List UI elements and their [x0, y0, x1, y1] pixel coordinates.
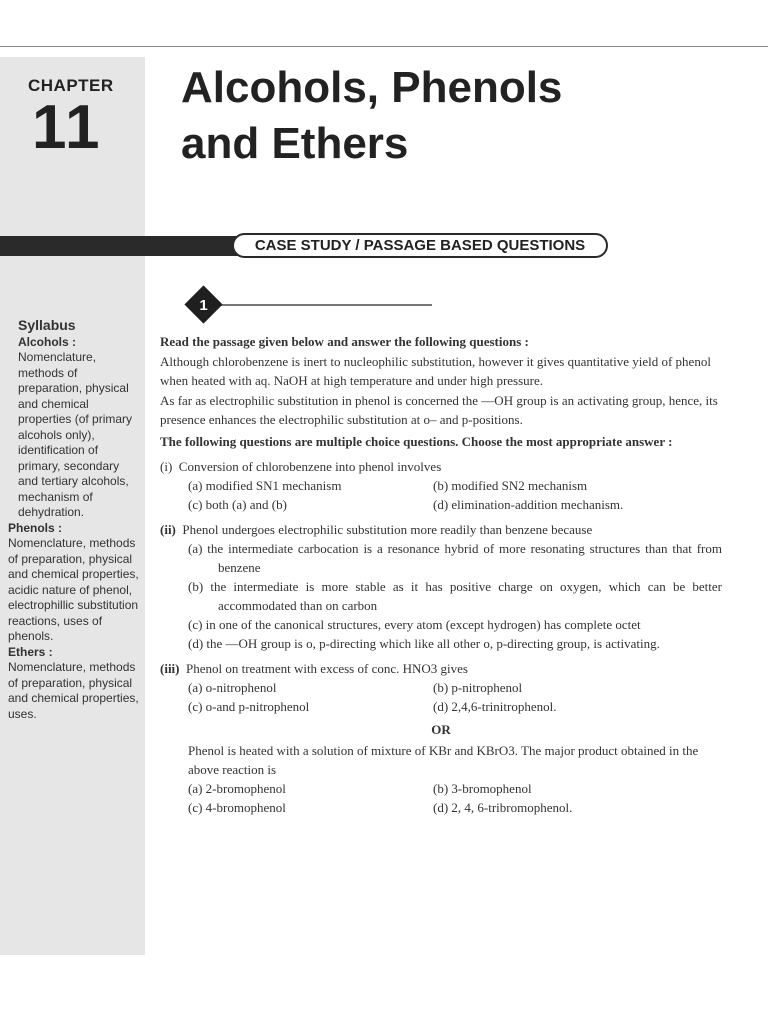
- question-number-marker: [182, 284, 442, 324]
- syllabus-ethers-head: Ethers :: [8, 644, 53, 659]
- option-3c: (c) o-and p-nitrophenol: [188, 699, 310, 714]
- marker-line: [212, 304, 432, 306]
- syllabus-alcohols-head: Alcohols :: [18, 334, 77, 349]
- option-1c: (c) both (a) and (b): [188, 497, 287, 512]
- question-3-stem: [160, 659, 722, 678]
- question-1-label: (i): [160, 459, 173, 474]
- option-3alt-d: (d) 2, 4, 6-tribromophenol.: [433, 800, 573, 815]
- question-1-stem: [160, 457, 722, 476]
- question-2-text: Phenol undergoes electrophilic substitution more readily than benzene because: [182, 522, 593, 537]
- syllabus-ethers-text: Nomenclature, methods of preparation, physical and chemical properties, uses.: [8, 660, 139, 721]
- mcq-instruction: The following questions are multiple choice questions. Choose the most appropriate answer :: [160, 434, 673, 449]
- passage-paragraph-1: Although chlorobenzene is inert to nucleophilic substitution, however it gives quantitative yield of phenol when heated with aq. NaOH at high temperature and under high pressure.: [160, 354, 711, 388]
- passage-paragraph-2: As far as electrophilic substitution in phenol is concerned the —OH group is an activating group, hence, its presence enhances the electrophilic substitution at o– and p-positions.: [160, 393, 718, 427]
- syllabus-phenols-text: Nomenclature, methods of preparation, physical and chemical properties, acidic nature of phenol, electrophillic substitution reactions, uses of phenols.: [8, 536, 139, 643]
- band-dark-bar: [0, 236, 240, 256]
- question-3-options: [188, 678, 722, 716]
- syllabus-panel: [0, 318, 145, 722]
- top-rule: [0, 46, 768, 47]
- option-1a: (a) modified SN1 mechanism: [188, 478, 342, 493]
- syllabus-alcohols-text: Nomenclature, methods of preparation, physical and chemical properties (of primary alcohols only), identification of primary, secondary and tertiary alcohols, mechanism of dehydration.: [18, 350, 133, 519]
- option-2a: (a) the intermediate carbocation is a resonance hybrid of more resonating structures than that from benzene: [188, 541, 722, 575]
- sidebar-corner-block: [100, 207, 145, 235]
- chapter-title-line2: and Ethers: [181, 119, 409, 168]
- syllabus-title: Syllabus: [18, 317, 76, 333]
- question-1: [160, 457, 722, 514]
- option-3b: (b) p-nitrophenol: [433, 680, 523, 695]
- option-1b: (b) modified SN2 mechanism: [433, 478, 588, 493]
- question-2-stem: [160, 520, 722, 539]
- syllabus-phenols-head: Phenols :: [8, 520, 63, 535]
- section-banner: CASE STUDY / PASSAGE BASED QUESTIONS: [232, 233, 608, 258]
- chapter-number: 11: [32, 93, 102, 162]
- question-3-alternative: [160, 741, 722, 817]
- option-3alt-a: (a) 2-bromophenol: [188, 781, 286, 796]
- question-2-label: (ii): [160, 522, 176, 537]
- option-2d: (d) the —OH group is o, p-directing which like all other o, p-directing group, is activating.: [188, 636, 660, 651]
- option-3d: (d) 2,4,6-trinitrophenol.: [433, 699, 557, 714]
- question-1-text: Conversion of chlorobenzene into phenol involves: [178, 459, 442, 474]
- question-3-alt-text: Phenol is heated with a solution of mixture of KBr and KBrO3. The major product obtained in the above reaction is: [188, 743, 699, 777]
- question-3-text: Phenol on treatment with excess of conc. HNO3 gives: [186, 661, 468, 676]
- question-3-label: (iii): [160, 661, 180, 676]
- chapter-title-line1: Alcohols, Phenols: [181, 63, 563, 112]
- option-3a: (a) o-nitrophenol: [188, 680, 277, 695]
- option-1d: (d) elimination-addition mechanism.: [433, 497, 624, 512]
- or-separator: OR: [431, 722, 451, 737]
- option-2c: (c) in one of the canonical structures, every atom (except hydrogen) has complete octet: [188, 617, 641, 632]
- option-3alt-c: (c) 4-bromophenol: [188, 800, 286, 815]
- chapter-label: CHAPTER: [28, 76, 114, 95]
- question-number: 1: [199, 297, 208, 314]
- chapter-title: [181, 60, 562, 172]
- option-2b: (b) the intermediate is more stable as it has positive charge on oxygen, which can be better accommodated than on carbon: [188, 579, 722, 613]
- section-band: [0, 236, 768, 256]
- question-3-alt-options: [188, 779, 722, 817]
- question-2: [160, 520, 722, 653]
- question-3: [160, 659, 722, 716]
- passage-instruction: Read the passage given below and answer the following questions :: [160, 334, 529, 349]
- passage-content: [160, 332, 722, 817]
- question-1-options: [188, 476, 722, 514]
- option-3alt-b: (b) 3-bromophenol: [433, 781, 532, 796]
